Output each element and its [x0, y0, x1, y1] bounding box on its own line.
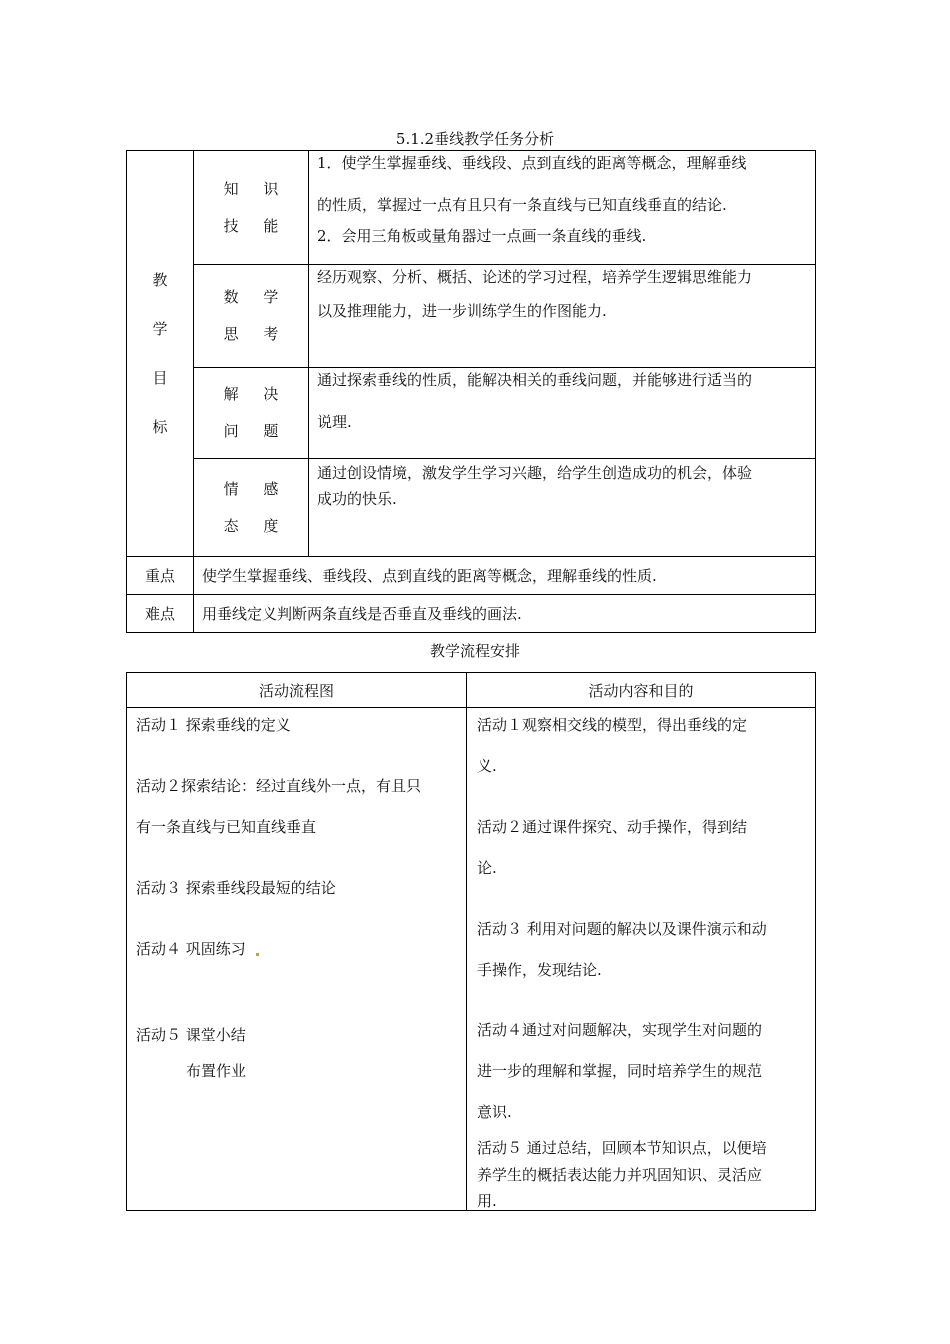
goal-content-math-thinking	[309, 265, 816, 368]
flow-purpose-line: 养学生的概括表达能力并巩固知识、灵活应	[477, 1166, 763, 1184]
goal-line: 通过创设情境，激发学生学习兴趣，给学生创造成功的机会，体验	[317, 464, 753, 482]
goal-line: 成功的快乐.	[317, 490, 397, 508]
flow-title: 教学流程安排	[429, 642, 520, 660]
document-title: 5.1.2垂线教学任务分析	[395, 130, 555, 148]
goal-label-line: 问 题	[223, 422, 289, 440]
flow-purpose-line: 活动３ 利用对问题的解决以及课件演示和动	[477, 920, 767, 938]
flow-step: 活动５ 课堂小结	[136, 1026, 246, 1044]
flow-step: 活动２探索结论：经过直线外一点，有且只	[136, 777, 422, 795]
goal-line: 1．使学生掌握垂线、垂线段、点到直线的距离等概念，理解垂线	[317, 154, 747, 172]
flow-purpose-line: 论.	[477, 859, 497, 877]
goal-line: 以及推理能力，进一步训练学生的作图能力.	[317, 302, 607, 320]
difficulty-text: 用垂线定义判断两条直线是否垂直及垂线的画法.	[194, 595, 816, 633]
flow-step: 活动４ 巩固练习	[136, 940, 246, 958]
goals-category-char: 教	[152, 270, 168, 289]
goal-label-line: 思 考	[223, 325, 289, 343]
goals-table	[126, 150, 816, 633]
goals-category-char: 标	[152, 417, 168, 436]
flow-purpose-line: 义.	[477, 757, 497, 775]
flow-purpose-line: 用.	[477, 1192, 497, 1210]
flow-steps-column	[127, 708, 467, 1211]
goal-label-math-thinking	[194, 265, 309, 368]
flow-purpose-line: 进一步的理解和掌握，同时培养学生的规范	[477, 1062, 763, 1080]
goal-label-line: 情 感	[223, 479, 289, 498]
flow-purpose-line: 活动４通过对问题解决，实现学生对问题的	[477, 1021, 763, 1039]
flow-purpose-line: 手操作，发现结论.	[477, 961, 602, 979]
goal-label-line: 技 能	[223, 216, 289, 235]
key-point-label: 重点	[127, 557, 194, 595]
flow-col1-header: 活动流程图	[127, 673, 467, 708]
goal-label-line: 解 决	[223, 385, 289, 403]
goal-line: 通过探索垂线的性质，能解决相关的垂线问题，并能够进行适当的	[317, 371, 753, 389]
flow-purpose-line: 活动２通过课件探究、动手操作，得到结	[477, 818, 748, 836]
flow-purpose-line: 活动１观察相交线的模型，得出垂线的定	[477, 716, 748, 734]
goals-category-cell	[127, 151, 194, 557]
goal-line: 经历观察、分析、概括、论述的学习过程，培养学生逻辑思维能力	[317, 268, 753, 286]
goal-content-knowledge	[309, 151, 816, 265]
goal-line: 说理.	[317, 413, 352, 431]
flow-table	[126, 672, 816, 1211]
goal-label-knowledge	[194, 151, 309, 265]
flow-col2-header: 活动内容和目的	[467, 673, 816, 708]
goal-line: 2．会用三角板或量角器过一点画一条直线的垂线.	[317, 227, 647, 245]
stray-mark	[256, 953, 259, 956]
flow-purpose-line: 活动５ 通过总结，回顾本节知识点，以便培	[477, 1139, 767, 1157]
goal-label-line: 态 度	[223, 516, 289, 535]
goal-label-emotion-attitude	[194, 459, 309, 557]
flow-step: 有一条直线与已知直线垂直	[136, 818, 317, 836]
goals-category-char: 目	[152, 368, 168, 387]
flow-step: 活动３ 探索垂线段最短的结论	[136, 879, 336, 897]
goal-content-problem-solving	[309, 368, 816, 459]
goal-line: 的性质，掌握过一点有且只有一条直线与已知直线垂直的结论.	[317, 196, 727, 214]
flow-purpose-line: 意识.	[477, 1103, 512, 1121]
goals-category-char: 学	[152, 319, 168, 338]
goal-label-problem-solving	[194, 368, 309, 459]
goal-content-emotion-attitude	[309, 459, 816, 557]
difficulty-label: 难点	[127, 595, 194, 633]
goal-label-line: 数 学	[223, 288, 289, 306]
goal-label-line: 知 识	[223, 179, 289, 198]
flow-step: 活动１ 探索垂线的定义	[136, 716, 291, 734]
key-point-text: 使学生掌握垂线、垂线段、点到直线的距离等概念，理解垂线的性质.	[194, 557, 816, 595]
flow-purpose-column	[467, 708, 816, 1211]
flow-step: 布置作业	[186, 1062, 247, 1080]
